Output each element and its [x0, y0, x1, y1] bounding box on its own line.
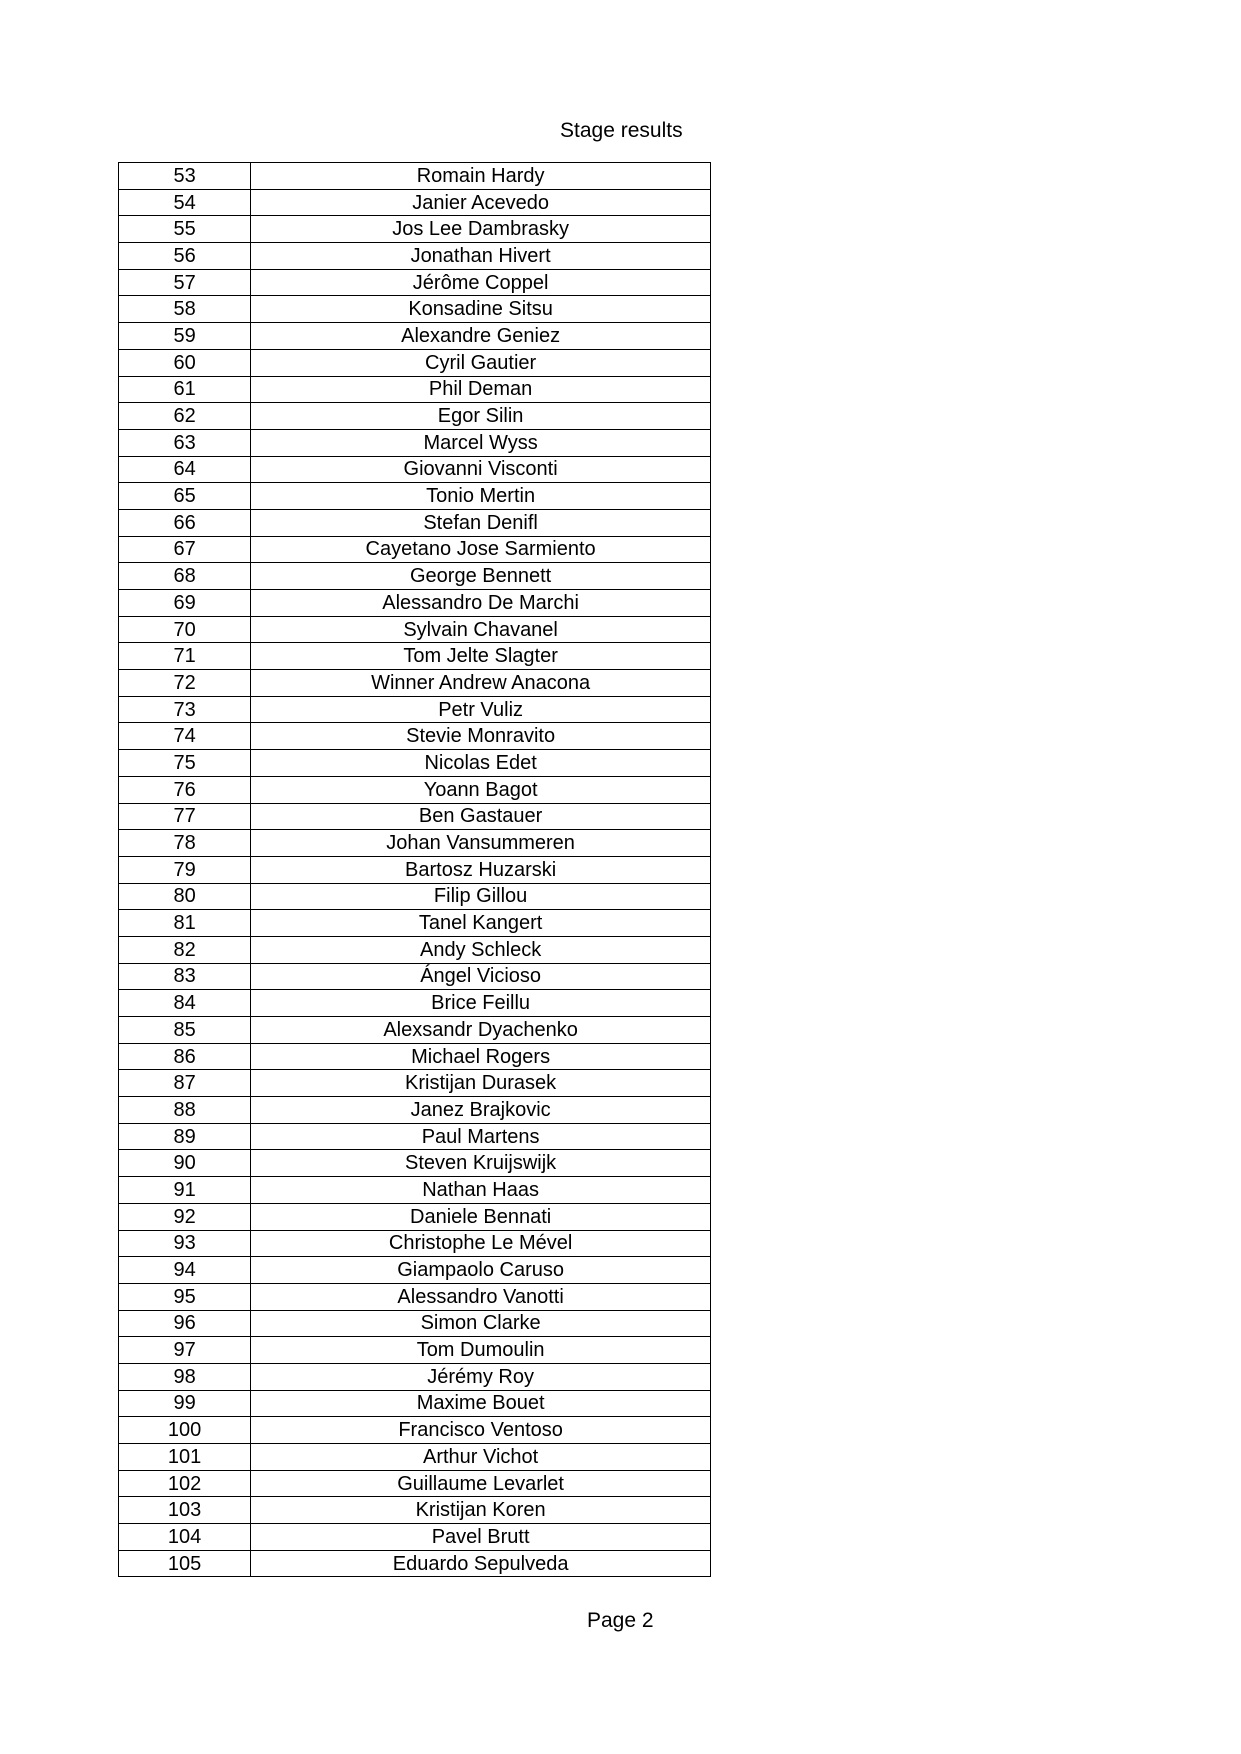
rank-cell: 56: [119, 243, 251, 270]
rank-cell: 72: [119, 670, 251, 697]
rider-name-cell: Arthur Vichot: [251, 1444, 711, 1471]
rank-cell: 67: [119, 536, 251, 563]
table-row: [119, 1470, 711, 1497]
rank-cell: 75: [119, 750, 251, 777]
table-row: [119, 1497, 711, 1524]
rank-cell: 55: [119, 216, 251, 243]
rider-name-cell: Brice Feillu: [251, 990, 711, 1017]
rider-name-cell: Ben Gastauer: [251, 803, 711, 830]
rider-name-cell: Steven Kruijswijk: [251, 1150, 711, 1177]
rank-cell: 102: [119, 1470, 251, 1497]
rider-name-cell: Tonio Mertin: [251, 483, 711, 510]
table-row: [119, 803, 711, 830]
rank-cell: 73: [119, 696, 251, 723]
table-row: [119, 1097, 711, 1124]
table-row: [119, 723, 711, 750]
rider-name-cell: Tom Dumoulin: [251, 1337, 711, 1364]
rank-cell: 68: [119, 563, 251, 590]
rider-name-cell: Nathan Haas: [251, 1177, 711, 1204]
rider-name-cell: Guillaume Levarlet: [251, 1470, 711, 1497]
rider-name-cell: Simon Clarke: [251, 1310, 711, 1337]
rank-cell: 57: [119, 269, 251, 296]
rider-name-cell: George Bennett: [251, 563, 711, 590]
rider-name-cell: Francisco Ventoso: [251, 1417, 711, 1444]
rider-name-cell: Paul Martens: [251, 1123, 711, 1150]
table-row: [119, 776, 711, 803]
rider-name-cell: Romain Hardy: [251, 163, 711, 190]
rank-cell: 76: [119, 776, 251, 803]
table-row: [119, 1337, 711, 1364]
rank-cell: 101: [119, 1444, 251, 1471]
table-row: [119, 1177, 711, 1204]
rider-name-cell: Tom Jelte Slagter: [251, 643, 711, 670]
table-row: [119, 696, 711, 723]
rider-name-cell: Stevie Monravito: [251, 723, 711, 750]
rider-name-cell: Giovanni Visconti: [251, 456, 711, 483]
rank-cell: 53: [119, 163, 251, 190]
table-row: [119, 163, 711, 190]
rider-name-cell: Sylvain Chavanel: [251, 616, 711, 643]
rider-name-cell: Maxime Bouet: [251, 1390, 711, 1417]
table-row: [119, 1363, 711, 1390]
rider-name-cell: Ángel Vicioso: [251, 963, 711, 990]
table-row: [119, 296, 711, 323]
rider-name-cell: Jonathan Hivert: [251, 243, 711, 270]
page-title: Stage results: [560, 119, 683, 142]
page-number: Page 2: [587, 1609, 654, 1632]
rank-cell: 59: [119, 323, 251, 350]
rider-name-cell: Jérémy Roy: [251, 1363, 711, 1390]
table-row: [119, 349, 711, 376]
results-table-body: [119, 163, 711, 1577]
rank-cell: 97: [119, 1337, 251, 1364]
table-row: [119, 1524, 711, 1551]
rider-name-cell: Nicolas Edet: [251, 750, 711, 777]
rider-name-cell: Alessandro De Marchi: [251, 590, 711, 617]
table-row: [119, 456, 711, 483]
rider-name-cell: Petr Vuliz: [251, 696, 711, 723]
table-row: [119, 670, 711, 697]
table-row: [119, 216, 711, 243]
table-row: [119, 590, 711, 617]
rank-cell: 91: [119, 1177, 251, 1204]
table-row: [119, 1017, 711, 1044]
rider-name-cell: Christophe Le Mével: [251, 1230, 711, 1257]
rider-name-cell: Marcel Wyss: [251, 429, 711, 456]
rank-cell: 89: [119, 1123, 251, 1150]
rider-name-cell: Janier Acevedo: [251, 189, 711, 216]
rider-name-cell: Cayetano Jose Sarmiento: [251, 536, 711, 563]
table-row: [119, 883, 711, 910]
rider-name-cell: Eduardo Sepulveda: [251, 1550, 711, 1577]
rank-cell: 96: [119, 1310, 251, 1337]
table-row: [119, 856, 711, 883]
rank-cell: 58: [119, 296, 251, 323]
rider-name-cell: Tanel Kangert: [251, 910, 711, 937]
table-row: [119, 1257, 711, 1284]
rider-name-cell: Egor Silin: [251, 403, 711, 430]
table-row: [119, 936, 711, 963]
rank-cell: 82: [119, 936, 251, 963]
rider-name-cell: Alessandro Vanotti: [251, 1283, 711, 1310]
rank-cell: 64: [119, 456, 251, 483]
rank-cell: 100: [119, 1417, 251, 1444]
rider-name-cell: Michael Rogers: [251, 1043, 711, 1070]
rider-name-cell: Alexsandr Dyachenko: [251, 1017, 711, 1044]
rider-name-cell: Phil Deman: [251, 376, 711, 403]
results-table: [118, 162, 711, 1577]
table-row: [119, 910, 711, 937]
rider-name-cell: Stefan Denifl: [251, 509, 711, 536]
rank-cell: 105: [119, 1550, 251, 1577]
table-row: [119, 1310, 711, 1337]
rider-name-cell: Alexandre Geniez: [251, 323, 711, 350]
table-row: [119, 483, 711, 510]
rank-cell: 66: [119, 509, 251, 536]
table-row: [119, 536, 711, 563]
rank-cell: 90: [119, 1150, 251, 1177]
rank-cell: 54: [119, 189, 251, 216]
table-row: [119, 1043, 711, 1070]
rider-name-cell: Janez Brajkovic: [251, 1097, 711, 1124]
rank-cell: 70: [119, 616, 251, 643]
rank-cell: 86: [119, 1043, 251, 1070]
table-row: [119, 1444, 711, 1471]
rider-name-cell: Konsadine Sitsu: [251, 296, 711, 323]
rider-name-cell: Daniele Bennati: [251, 1203, 711, 1230]
rank-cell: 62: [119, 403, 251, 430]
rider-name-cell: Filip Gillou: [251, 883, 711, 910]
rank-cell: 80: [119, 883, 251, 910]
rider-name-cell: Bartosz Huzarski: [251, 856, 711, 883]
rank-cell: 99: [119, 1390, 251, 1417]
table-row: [119, 1417, 711, 1444]
rank-cell: 94: [119, 1257, 251, 1284]
rank-cell: 65: [119, 483, 251, 510]
rider-name-cell: Jos Lee Dambrasky: [251, 216, 711, 243]
table-row: [119, 429, 711, 456]
rank-cell: 95: [119, 1283, 251, 1310]
table-row: [119, 1150, 711, 1177]
table-row: [119, 1203, 711, 1230]
rank-cell: 98: [119, 1363, 251, 1390]
rider-name-cell: Andy Schleck: [251, 936, 711, 963]
rank-cell: 84: [119, 990, 251, 1017]
table-row: [119, 563, 711, 590]
rank-cell: 92: [119, 1203, 251, 1230]
rider-name-cell: Jérôme Coppel: [251, 269, 711, 296]
table-row: [119, 1230, 711, 1257]
table-row: [119, 990, 711, 1017]
table-row: [119, 750, 711, 777]
rider-name-cell: Kristijan Durasek: [251, 1070, 711, 1097]
rank-cell: 74: [119, 723, 251, 750]
table-row: [119, 830, 711, 857]
table-row: [119, 963, 711, 990]
rank-cell: 79: [119, 856, 251, 883]
rank-cell: 83: [119, 963, 251, 990]
table-row: [119, 1550, 711, 1577]
table-row: [119, 643, 711, 670]
table-row: [119, 616, 711, 643]
table-row: [119, 323, 711, 350]
rider-name-cell: Kristijan Koren: [251, 1497, 711, 1524]
table-row: [119, 1123, 711, 1150]
table-row: [119, 1070, 711, 1097]
rank-cell: 87: [119, 1070, 251, 1097]
rider-name-cell: Winner Andrew Anacona: [251, 670, 711, 697]
rank-cell: 69: [119, 590, 251, 617]
table-row: [119, 376, 711, 403]
rank-cell: 103: [119, 1497, 251, 1524]
rider-name-cell: Yoann Bagot: [251, 776, 711, 803]
table-row: [119, 269, 711, 296]
rank-cell: 81: [119, 910, 251, 937]
table-row: [119, 243, 711, 270]
rank-cell: 63: [119, 429, 251, 456]
table-row: [119, 1390, 711, 1417]
rider-name-cell: Cyril Gautier: [251, 349, 711, 376]
rank-cell: 93: [119, 1230, 251, 1257]
rank-cell: 61: [119, 376, 251, 403]
rider-name-cell: Giampaolo Caruso: [251, 1257, 711, 1284]
table-row: [119, 189, 711, 216]
rank-cell: 71: [119, 643, 251, 670]
rank-cell: 104: [119, 1524, 251, 1551]
table-row: [119, 403, 711, 430]
rank-cell: 88: [119, 1097, 251, 1124]
rank-cell: 78: [119, 830, 251, 857]
table-row: [119, 509, 711, 536]
rank-cell: 60: [119, 349, 251, 376]
table-row: [119, 1283, 711, 1310]
rider-name-cell: Pavel Brutt: [251, 1524, 711, 1551]
rank-cell: 77: [119, 803, 251, 830]
rank-cell: 85: [119, 1017, 251, 1044]
rider-name-cell: Johan Vansummeren: [251, 830, 711, 857]
